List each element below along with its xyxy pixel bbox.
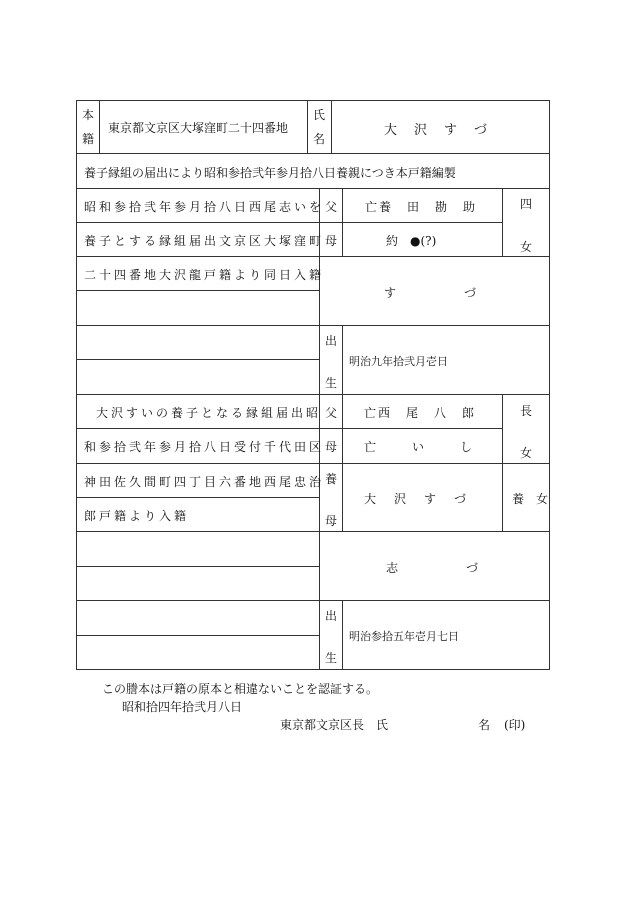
- rule: [76, 188, 550, 189]
- p1-birth-value: 明治九年拾弐月壱日: [349, 355, 448, 368]
- p2-father-value: 亡西 尾 八 郎: [364, 406, 477, 420]
- rule: [76, 669, 550, 670]
- p2-adopt-relation: 養 女: [512, 492, 549, 506]
- rule: [502, 394, 503, 532]
- rule: [76, 359, 320, 360]
- p2-relation: 女: [520, 446, 533, 460]
- rule: [76, 100, 550, 101]
- name-label: 名: [313, 132, 326, 146]
- p2-mother-value: 亡 い し: [364, 440, 477, 454]
- rule: [342, 394, 343, 532]
- rule: [342, 325, 343, 395]
- p2-mother-label: 母: [325, 440, 338, 454]
- rule: [76, 394, 550, 395]
- certification-text: この謄本は戸籍の原本と相違ないことを認証する。: [102, 682, 379, 696]
- p2-birth-label: 出: [325, 609, 338, 623]
- p2-line: 郎戸籍より入籍: [84, 509, 190, 523]
- p2-adopt-value: 大 沢 す づ: [364, 492, 470, 506]
- issuer-name-label: 名: [478, 718, 491, 732]
- p1-birth-label: 生: [325, 376, 338, 390]
- rule: [76, 222, 502, 223]
- rule: [342, 188, 343, 257]
- p1-line: 養子とする縁組届出文京区大塚窪町: [84, 234, 325, 248]
- p2-birth-value: 明治参拾五年壱月七日: [349, 630, 459, 643]
- p2-relation: 長: [520, 404, 533, 418]
- p1-mother-value: 約 ●(?): [386, 234, 437, 248]
- p2-father-label: 父: [325, 406, 338, 420]
- rule: [76, 463, 550, 464]
- certification-date: 昭和拾四年拾弐月八日: [122, 700, 243, 714]
- p2-adopt-label: 養: [325, 472, 338, 486]
- honseki-label: 籍: [82, 132, 95, 146]
- p1-line: 昭和参拾弐年参月拾八日西尾志いを: [84, 200, 325, 214]
- rule: [307, 100, 308, 154]
- p2-name: 志 づ: [386, 561, 483, 575]
- p1-line: 二十四番地大沢龍戸籍より同日入籍: [84, 268, 325, 282]
- rule: [76, 566, 320, 567]
- rule: [76, 153, 550, 154]
- rule: [76, 325, 550, 326]
- rule: [502, 188, 503, 257]
- p1-father-label: 父: [325, 200, 338, 214]
- p1-father-value: 亡養 田 勘 助: [365, 200, 478, 214]
- issuer: 東京都文京区長 氏: [280, 718, 389, 732]
- rule: [331, 100, 332, 154]
- rule: [76, 100, 77, 670]
- rule: [76, 428, 502, 429]
- rule: [549, 100, 550, 670]
- p2-line: 大沢すいの養子となる縁組届出昭: [96, 406, 322, 420]
- rule: [76, 290, 320, 291]
- p1-relation: 女: [520, 240, 533, 254]
- rule: [342, 600, 343, 670]
- p1-birth-label: 出: [325, 334, 338, 348]
- rule: [319, 188, 320, 670]
- name-label: 氏: [313, 108, 326, 122]
- rule: [76, 531, 550, 532]
- rule: [76, 600, 550, 601]
- family-note: 養子縁組の届出により昭和参拾弐年参月拾八日養親につき本戸籍編製: [84, 166, 456, 180]
- p2-line: 神田佐久間町四丁目六番地西尾忠治: [84, 475, 325, 489]
- rule: [76, 497, 320, 498]
- rule: [76, 635, 320, 636]
- p2-line: 和参拾弐年参月拾八日受付千代田区: [84, 440, 325, 454]
- p2-birth-label: 生: [325, 651, 338, 665]
- p2-adopt-label: 母: [325, 514, 338, 528]
- p1-relation: 四: [520, 197, 533, 211]
- honseki-value: 東京都文京区大塚窪町二十四番地: [108, 121, 289, 135]
- p1-name: す づ: [384, 286, 481, 300]
- rule: [76, 256, 550, 257]
- rule: [99, 100, 100, 154]
- honseki-label: 本: [82, 108, 95, 122]
- p1-mother-label: 母: [325, 234, 338, 248]
- name-value: 大 沢 す づ: [384, 123, 490, 138]
- seal-mark: (印): [504, 718, 526, 732]
